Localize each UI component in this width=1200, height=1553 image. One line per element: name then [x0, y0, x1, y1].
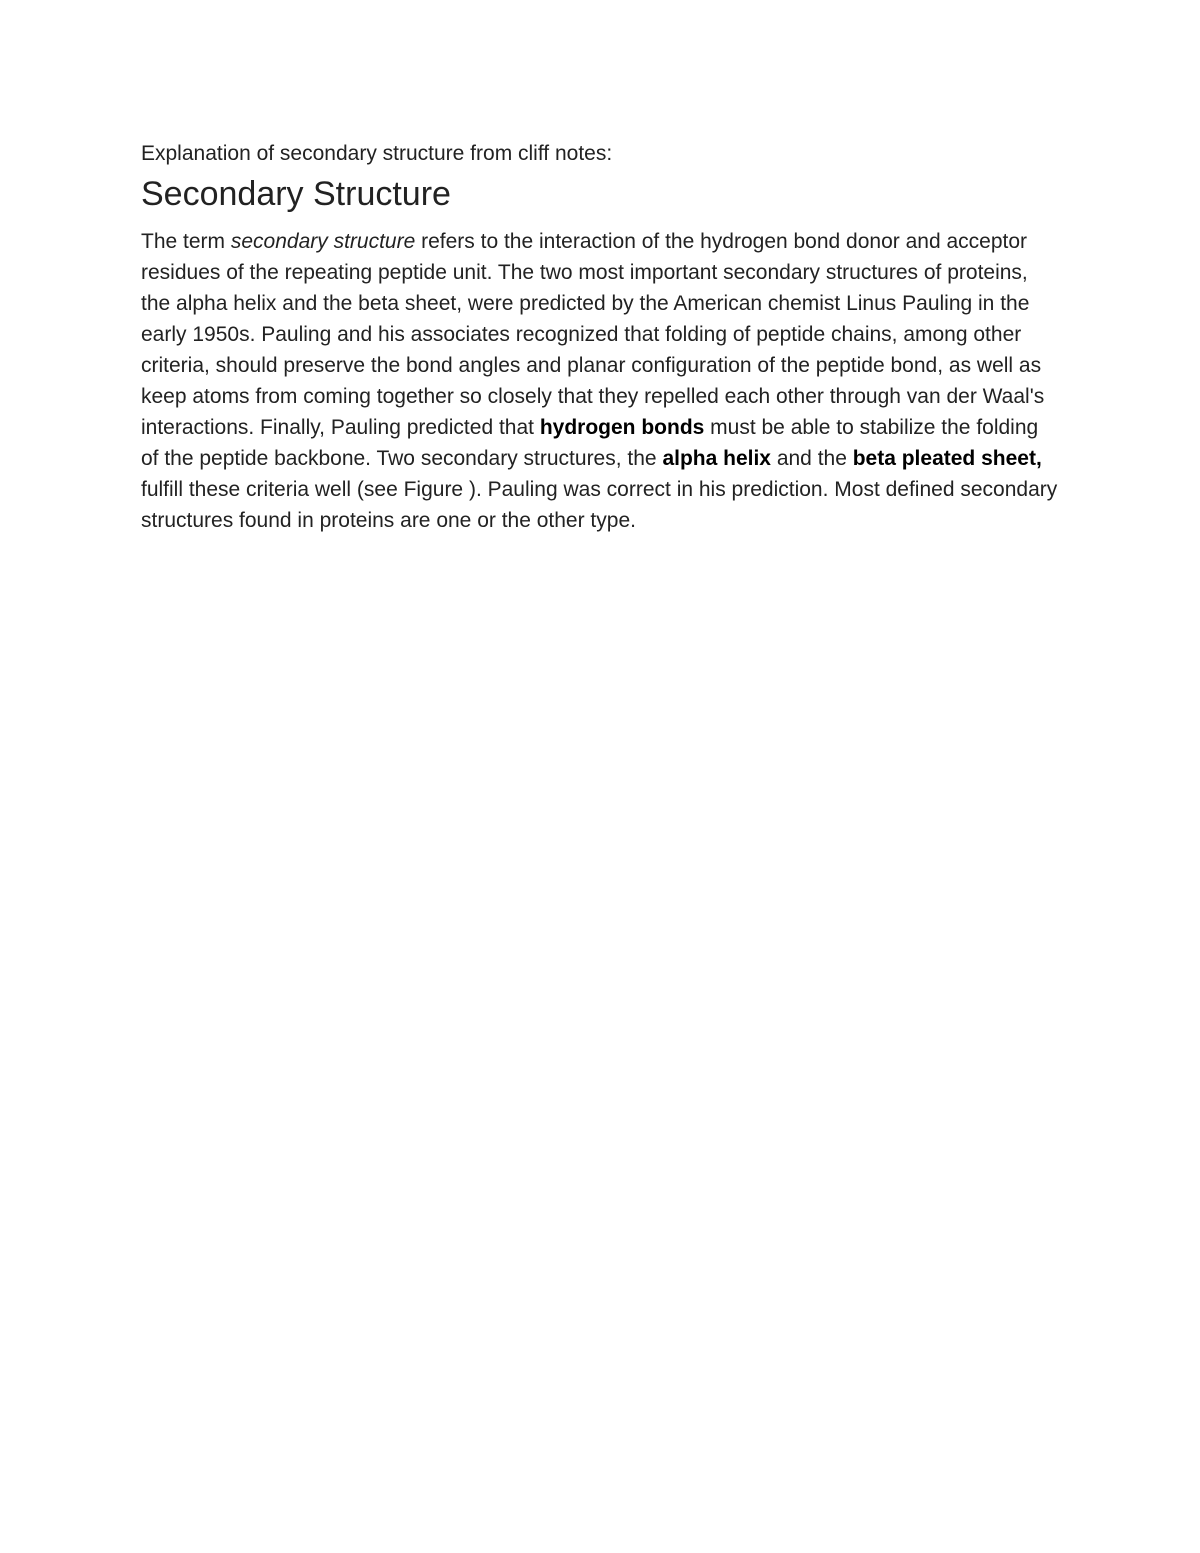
italic-term: secondary structure — [230, 230, 416, 253]
text-run: The term — [141, 230, 231, 253]
bold-term-beta-pleated-sheet: beta pleated sheet, — [852, 447, 1042, 470]
intro-line: Explanation of secondary structure from cliff notes: — [141, 142, 613, 165]
document-content — [141, 140, 1061, 536]
bold-term-alpha-helix: alpha helix — [662, 447, 771, 470]
body-paragraph — [141, 226, 1061, 536]
text-run: and the — [770, 447, 853, 470]
text-run: must be able to stabilize the folding of the peptide backbone. Two secondary structures, the — [141, 416, 1039, 470]
text-run: fulfill these criteria well (see Figure ). Pauling was correct in his prediction. Most defined secondary structures found in proteins are one or the other type. — [141, 478, 1058, 532]
section-heading: Secondary Structure — [141, 175, 451, 213]
text-run: refers to the interaction of the hydrogen bond donor and acceptor residues of the repeating peptide unit. The two most important secondary structures of proteins, the alpha helix and the beta sheet, were predicted by the American chemist Linus Pauling in the early 1950s. Pauling and his associates recognized that folding of peptide chains, among other criteria, should preserve the bond angles and planar configuration of the peptide bond, as well as keep atoms from coming together so closely that they repelled each other through van der Waal's interactions. Finally, Pauling predicted that — [141, 230, 1045, 439]
bold-term-hydrogen-bonds: hydrogen bonds — [539, 416, 705, 439]
